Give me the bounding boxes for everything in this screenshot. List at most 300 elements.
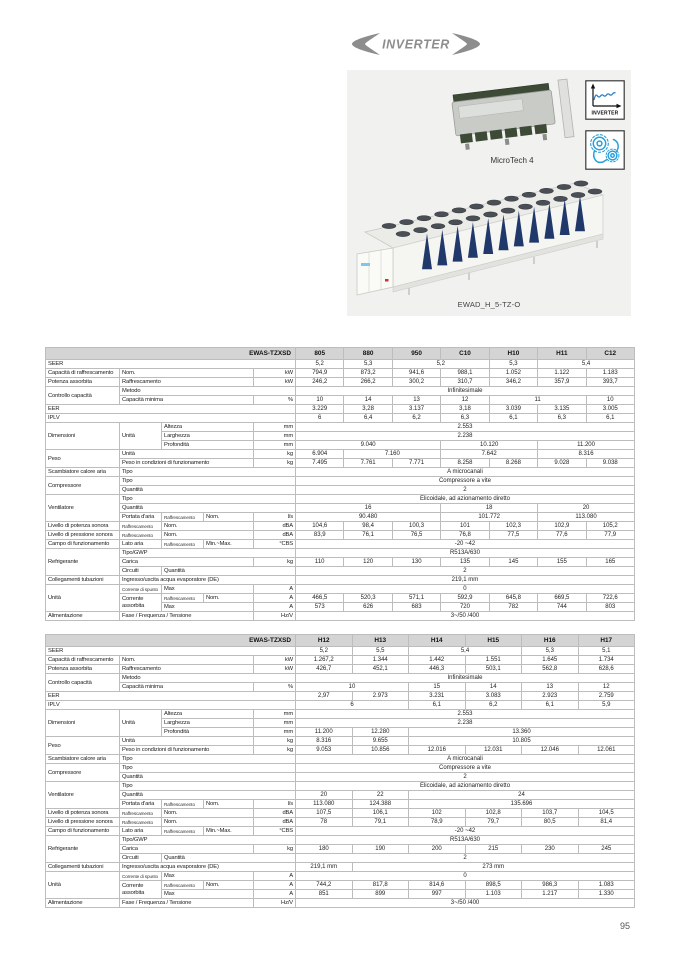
unit-label: % [254, 396, 296, 405]
spec-value: 7.761 [344, 459, 392, 468]
table-row [46, 477, 635, 486]
spec-value: 1.442 [409, 656, 466, 665]
spec-value: 104,6 [296, 522, 344, 531]
unit-label: dBA [254, 531, 296, 540]
unit-label: mm [254, 441, 296, 450]
column-header: 880 [344, 348, 392, 360]
spec-value: 6,1 [522, 701, 579, 710]
row-label: Max [162, 603, 254, 612]
spec-value: 5,4 [538, 360, 635, 369]
row-label: Peso in condizioni di funzionamento [120, 459, 254, 468]
row-label: Altezza [162, 423, 254, 432]
spec-value: 12.280 [352, 728, 409, 737]
microtech-image [442, 76, 582, 158]
row-label: Compressore [46, 477, 120, 495]
spec-value: 107,5 [296, 809, 353, 818]
spec-value: 2.973 [352, 692, 409, 701]
row-label: Raffrescamento [120, 665, 254, 674]
table-row [46, 567, 635, 576]
row-label: Corrente di spunto [120, 872, 162, 881]
chiller-image [349, 168, 629, 298]
spec-value: 113.080 [538, 513, 635, 522]
spec-value: 145 [489, 558, 537, 567]
spec-value: 2.238 [296, 719, 635, 728]
unit-label: kg [254, 845, 296, 854]
spec-value: Elicoidale, ad azionamento diretto [296, 782, 635, 791]
spec-value: 3.229 [296, 405, 344, 414]
row-label: Peso [46, 450, 120, 468]
unit-label: dBA [254, 809, 296, 818]
row-label: Potenza assorbita [46, 665, 120, 674]
unit-label: kg [254, 746, 296, 755]
spec-value: 81,4 [578, 818, 635, 827]
row-label: Tipo [120, 495, 296, 504]
row-label: Nom. [204, 594, 254, 603]
spec-value: 8.268 [489, 459, 537, 468]
table-row [46, 854, 635, 863]
table-row [46, 827, 635, 836]
spec-value: 8.316 [538, 450, 635, 459]
spec-value: 130 [392, 558, 440, 567]
spec-value: 5,4 [409, 647, 522, 656]
spec-value: 3,18 [441, 405, 489, 414]
spec-table [45, 347, 635, 621]
spec-value: 683 [392, 603, 440, 612]
table-row [46, 396, 635, 405]
spec-value: 2 [296, 567, 635, 576]
table-row [46, 710, 635, 719]
table-row [46, 612, 635, 621]
spec-value: 266,2 [344, 378, 392, 387]
spec-value: 0 [296, 585, 635, 594]
spec-value: 6,3 [441, 414, 489, 423]
spec-value: -20 ~42 [296, 540, 635, 549]
spec-value: 190 [352, 845, 409, 854]
column-header: H13 [352, 635, 409, 647]
row-label: Livello di pressione sonora [46, 818, 120, 827]
spec-value: 83,9 [296, 531, 344, 540]
row-label: Quantità [120, 486, 296, 495]
table-row [46, 558, 635, 567]
table-row [46, 378, 635, 387]
row-label: Fase / Frequenza / Tensione [120, 899, 254, 908]
spec-value: 5,9 [578, 701, 635, 710]
spec-value: 16 [296, 504, 441, 513]
spec-value: 102,9 [538, 522, 586, 531]
row-label: Unità [46, 872, 120, 899]
row-label: Controllo capacità [46, 674, 120, 692]
row-label: Raffrescamento [120, 522, 162, 531]
spec-value: 6,2 [465, 701, 522, 710]
spec-value: 77,6 [538, 531, 586, 540]
spec-value: A microcanali [296, 755, 635, 764]
row-label: Nom. [204, 800, 254, 809]
row-label: Lato aria [120, 827, 162, 836]
spec-value: 1.330 [578, 890, 635, 899]
spec-value: 1.052 [489, 369, 537, 378]
spec-value: 2 [296, 773, 635, 782]
unit-label: mm [254, 423, 296, 432]
spec-value: 110 [296, 558, 344, 567]
spec-value: 18 [441, 504, 538, 513]
spec-value: 346,2 [489, 378, 537, 387]
table-row [46, 576, 635, 585]
spec-value: 5,3 [522, 647, 579, 656]
spec-value: 113.080 [296, 800, 353, 809]
row-label: Alimentazione [46, 612, 120, 621]
spec-value: 24 [409, 791, 635, 800]
spec-value: 794,9 [296, 369, 344, 378]
unit-label: °CBS [254, 827, 296, 836]
row-label: Altezza [162, 710, 254, 719]
spec-value: 90.480 [296, 513, 441, 522]
spec-value: 573 [296, 603, 344, 612]
table-row [46, 405, 635, 414]
spec-value: 219,1 mm [296, 576, 635, 585]
row-label: Refrigerante [46, 549, 120, 576]
row-label: Campo di funzionamento [46, 827, 120, 836]
row-label: Circuiti [120, 854, 162, 863]
row-label: Corrente di spunto [120, 585, 162, 594]
spec-value: 722,6 [586, 594, 634, 603]
spec-value: 9.028 [538, 459, 586, 468]
spec-value: 12.031 [465, 746, 522, 755]
row-label: Nom. [120, 656, 254, 665]
spec-value: 520,3 [344, 594, 392, 603]
spec-value: 2 [296, 486, 635, 495]
column-header: C12 [586, 348, 634, 360]
unit-label: A [254, 585, 296, 594]
spec-value: 2,97 [296, 692, 353, 701]
unit-label: °CBS [254, 540, 296, 549]
spec-value: 669,5 [538, 594, 586, 603]
table-row [46, 585, 635, 594]
table-row [46, 791, 635, 800]
column-header: H10 [489, 348, 537, 360]
row-label: Livello di potenza sonora [46, 809, 120, 818]
spec-value: 6,3 [538, 414, 586, 423]
row-label: Carica [120, 558, 254, 567]
row-label: IPLV [46, 701, 296, 710]
row-label: Quantità [120, 504, 296, 513]
row-label: Capacità di raffrescamento [46, 369, 120, 378]
row-label: Potenza assorbita [46, 378, 120, 387]
row-label: Corrente assorbita [120, 881, 162, 899]
table-row [46, 656, 635, 665]
spec-value: 6,1 [586, 414, 634, 423]
column-header: 950 [392, 348, 440, 360]
row-label: Portata d'aria [120, 800, 162, 809]
spec-value: 446,3 [409, 665, 466, 674]
spec-value: Infinitesimale [296, 387, 635, 396]
spec-value: 105,2 [586, 522, 634, 531]
spec-value: 10 [296, 683, 409, 692]
logo-text: INVERTER [382, 37, 450, 52]
row-label: Raffrescamento [162, 594, 204, 603]
unit-label: kg [254, 459, 296, 468]
spec-value: 3.231 [409, 692, 466, 701]
spec-value: 814,6 [409, 881, 466, 890]
spec-value: 9.038 [586, 459, 634, 468]
row-label: Controllo capacità [46, 387, 120, 405]
row-label: Unità [46, 585, 120, 612]
spec-value: 2.238 [296, 432, 635, 441]
row-label: SEER [46, 647, 296, 656]
inverter-badge-label: INVERTER [591, 110, 619, 117]
row-label: Dimensioni [46, 710, 120, 737]
row-label: Capacità minima [120, 396, 254, 405]
spec-value: 12 [578, 683, 635, 692]
spec-value: 1.645 [522, 656, 579, 665]
table-row [46, 414, 635, 423]
table-row [46, 504, 635, 513]
row-label: Unità [120, 423, 162, 450]
row-label: Raffrescamento [162, 540, 204, 549]
chiller-caption: EWAD_H_5-TZ-O [457, 300, 521, 309]
spec-value: 9.655 [352, 737, 409, 746]
spec-value: 782 [489, 603, 537, 612]
table-row [46, 899, 635, 908]
table-row [46, 459, 635, 468]
unit-label: A [254, 594, 296, 603]
row-label: Nom. [120, 369, 254, 378]
spec-value: 79,7 [465, 818, 522, 827]
table-row [46, 540, 635, 549]
spec-value: 155 [538, 558, 586, 567]
table-row [46, 755, 635, 764]
row-label: Raffrescamento [162, 800, 204, 809]
spec-value: 20 [296, 791, 353, 800]
row-label: Dimensioni [46, 423, 120, 450]
table-row [46, 647, 635, 656]
spec-value: 76,8 [441, 531, 489, 540]
spec-value: 1.122 [538, 369, 586, 378]
spec-value: R513A/630 [296, 549, 635, 558]
spec-value: 120 [344, 558, 392, 567]
spec-value: 1.267,2 [296, 656, 353, 665]
unit-label: A [254, 881, 296, 890]
spec-value: 10 [296, 396, 344, 405]
spec-value: 6,1 [409, 701, 466, 710]
row-label: Quantità [162, 854, 296, 863]
row-label: Campo di funzionamento [46, 540, 120, 549]
spec-value: 273 mm [352, 863, 635, 872]
unit-label: A [254, 872, 296, 881]
spec-value: 8.316 [296, 737, 353, 746]
spec-value: 1.217 [522, 890, 579, 899]
spec-table [45, 634, 635, 908]
spec-value: 3.039 [489, 405, 537, 414]
unit-label: mm [254, 432, 296, 441]
unit-label: Hz/V [254, 899, 296, 908]
table-row [46, 665, 635, 674]
spec-value: 76,1 [344, 531, 392, 540]
unit-label: dBA [254, 818, 296, 827]
unit-label: mm [254, 710, 296, 719]
row-label: Max [162, 585, 254, 594]
row-label: Unità [120, 450, 254, 459]
spec-value: 744 [538, 603, 586, 612]
table-row [46, 468, 635, 477]
spec-value: 80,5 [522, 818, 579, 827]
spec-value: 1.551 [465, 656, 522, 665]
spec-value: 219,1 mm [296, 863, 353, 872]
spec-value: 744,2 [296, 881, 353, 890]
row-label: Ingresso/uscita acqua evaporatore (DE) [120, 576, 296, 585]
spec-value: 988,1 [441, 369, 489, 378]
row-label: Profondità [162, 728, 254, 737]
spec-value: 2.553 [296, 423, 635, 432]
spec-value: 941,6 [392, 369, 440, 378]
table-row [46, 809, 635, 818]
row-label: Tipo [120, 477, 296, 486]
row-label: Quantità [120, 791, 296, 800]
table-row [46, 782, 635, 791]
model-label: EWAS-TZXSD [46, 635, 296, 647]
spec-value: Compressore a vite [296, 477, 635, 486]
row-label: Ventilatore [46, 495, 120, 522]
spec-value: 898,5 [465, 881, 522, 890]
spec-value: 7.495 [296, 459, 344, 468]
spec-value: 12.046 [522, 746, 579, 755]
row-label: IPLV [46, 414, 296, 423]
spec-value: R513A/630 [296, 836, 635, 845]
table-row [46, 522, 635, 531]
spec-value: 22 [352, 791, 409, 800]
row-label: Lato aria [120, 540, 162, 549]
spec-value: 8.258 [441, 459, 489, 468]
spec-value: Elicoidale, ad azionamento diretto [296, 495, 635, 504]
unit-label: mm [254, 719, 296, 728]
inverter-logo [350, 30, 482, 58]
row-label: Metodo [120, 387, 296, 396]
inverter-badge-icon [585, 80, 625, 120]
spec-value: 720 [441, 603, 489, 612]
spec-value: 9.053 [296, 746, 353, 755]
row-label: Peso [46, 737, 120, 755]
table-row [46, 531, 635, 540]
row-label: SEER [46, 360, 296, 369]
spec-value: 13 [392, 396, 440, 405]
row-label: Profondità [162, 441, 254, 450]
column-header: H16 [522, 635, 579, 647]
spec-value: 245 [578, 845, 635, 854]
spec-value: 246,2 [296, 378, 344, 387]
spec-value: 77,5 [489, 531, 537, 540]
row-label: Nom. [162, 531, 254, 540]
table-row [46, 369, 635, 378]
row-label: Tipo [120, 782, 296, 791]
spec-value: 98,4 [344, 522, 392, 531]
spec-value: 10 [586, 396, 634, 405]
spec-value: 628,6 [578, 665, 635, 674]
spec-value: 78,9 [409, 818, 466, 827]
spec-value: 7.160 [344, 450, 441, 459]
spec-value: 6 [296, 701, 409, 710]
row-label: Tipo [120, 755, 296, 764]
table-row [46, 360, 635, 369]
row-label: Tipo/GWP [120, 549, 296, 558]
row-label: Nom. [204, 513, 254, 522]
table-row [46, 692, 635, 701]
row-label: Nom. [204, 881, 254, 890]
page-number: 95 [619, 921, 630, 931]
spec-value: Compressore a vite [296, 764, 635, 773]
table-row [46, 513, 635, 522]
spec-value: 571,1 [392, 594, 440, 603]
spec-value: 12 [441, 396, 489, 405]
logo-right-swoosh [452, 33, 480, 55]
row-label: Capacità di raffrescamento [46, 656, 120, 665]
spec-value: 76,5 [392, 531, 440, 540]
spec-value: -20 ~42 [296, 827, 635, 836]
row-label: Tipo [120, 468, 296, 477]
row-label: Corrente assorbita [120, 594, 162, 612]
row-label: Scambiatore calore aria [46, 755, 120, 764]
spec-value: 300,2 [392, 378, 440, 387]
spec-value: 10.856 [352, 746, 409, 755]
spec-value: 5,2 [296, 360, 344, 369]
unit-label: A [254, 890, 296, 899]
spec-value: 5,2 [392, 360, 489, 369]
row-label: Refrigerante [46, 836, 120, 863]
spec-value: 2.923 [522, 692, 579, 701]
table-row [46, 818, 635, 827]
row-label: Collegamenti tubazioni [46, 576, 120, 585]
spec-value: 3.135 [538, 405, 586, 414]
spec-value: 426,7 [296, 665, 353, 674]
row-label: Metodo [120, 674, 296, 683]
unit-label: kg [254, 558, 296, 567]
table-row [46, 423, 635, 432]
spec-value: 452,1 [352, 665, 409, 674]
row-label: Quantità [120, 773, 296, 782]
spec-value: 215 [465, 845, 522, 854]
column-header: H17 [578, 635, 635, 647]
spec-value: 6,1 [489, 414, 537, 423]
row-label: Carica [120, 845, 254, 854]
spec-value: 1.083 [578, 881, 635, 890]
spec-value: 106,1 [352, 809, 409, 818]
column-header: C10 [441, 348, 489, 360]
spec-value: 101.772 [441, 513, 538, 522]
spec-value: 77,9 [586, 531, 634, 540]
spec-value: 230 [522, 845, 579, 854]
spec-value: 124.388 [352, 800, 409, 809]
row-label: Alimentazione [46, 899, 120, 908]
spec-value: 165 [586, 558, 634, 567]
table-row [46, 764, 635, 773]
column-header: H11 [538, 348, 586, 360]
spec-value: 3.005 [586, 405, 634, 414]
spec-value: 100,3 [392, 522, 440, 531]
spec-value: 135.696 [409, 800, 635, 809]
spec-value: 357,9 [538, 378, 586, 387]
row-label: Collegamenti tubazioni [46, 863, 120, 872]
row-label: Tipo/GWP [120, 836, 296, 845]
unit-label: kW [254, 378, 296, 387]
row-label: Portata d'aria [120, 513, 162, 522]
spec-value: 102,8 [465, 809, 522, 818]
unit-label: kg [254, 737, 296, 746]
table-row [46, 881, 635, 890]
table-row [46, 872, 635, 881]
table-row [46, 594, 635, 603]
table-row [46, 701, 635, 710]
table-row [46, 486, 635, 495]
spec-value: 15 [409, 683, 466, 692]
unit-label: l/s [254, 513, 296, 522]
